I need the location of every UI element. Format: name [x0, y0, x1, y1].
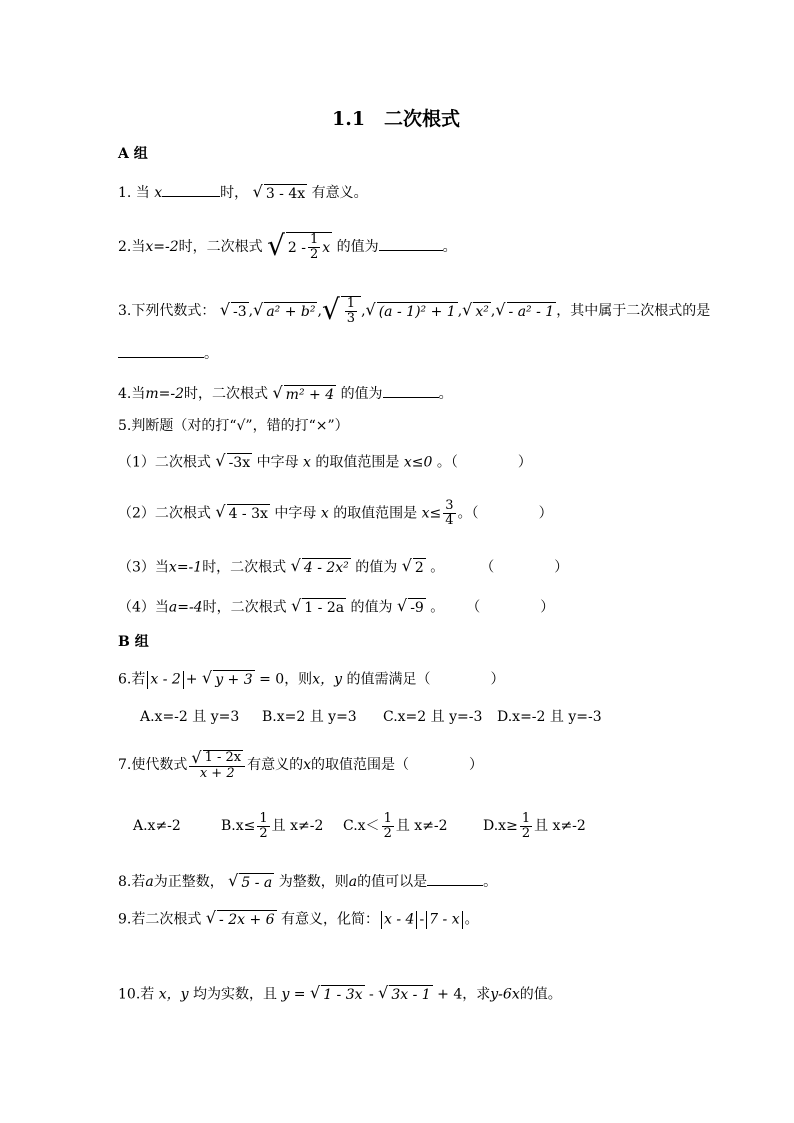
radical: √ $\frac{1}{3}$ [322, 296, 361, 326]
radical: √ y + 3 [201, 668, 253, 688]
question-5-3: （3）当x=-1时，二次根式 √ 4 - 2x² 的值为 √ 2 。 （ ） [118, 556, 569, 576]
question-6-option-b[interactable]: B.x=2 且 y=3 [262, 709, 357, 725]
question-7-option-d[interactable]: D.x≥ $\frac{1}{2}$ 且 x≠-2 [483, 810, 586, 841]
question-8: 8.若a为正整数， √ 5 - a 为整数，则a的值可以是 。 [118, 870, 498, 891]
answer-blank[interactable] [162, 182, 220, 197]
radical: √ a² + b² [253, 299, 316, 320]
question-5-4: （4）当a=-4时，二次根式 √ 1 - 2a 的值为 √ -9 。 （ ） [118, 596, 555, 616]
radical: √ x² [462, 299, 489, 320]
question-4: 4.当m=-2时，二次根式 √ m² + 4 的值为 。 [118, 382, 453, 403]
radical: √ 2 - $\frac{1}{2}$ x [267, 229, 331, 262]
question-5-1: （1）二次根式 √ -3x 中字母 x 的取值范围是 x≤0 。（ ） [118, 451, 532, 471]
question-6-option-d[interactable]: D.x=-2 且 y=-3 [497, 709, 602, 725]
radical: √ -3x [215, 451, 251, 471]
question-6-option-c[interactable]: C.x=2 且 y=-3 [383, 709, 483, 725]
question-5-2: （2）二次根式 √ 4 - 3x 中字母 x 的取值范围是 x≤ $\frac{3}{4}$ 。（ ） [118, 498, 553, 528]
radical: √ 1 - 2a [291, 596, 345, 616]
radical: √ (a - 1)² + 1 [365, 299, 456, 320]
radical: √ 5 - a [228, 870, 273, 891]
page-title: 1.1 二次根式 [332, 108, 461, 130]
question-7-option-b[interactable]: B.x≤ $\frac{1}{2}$ 且 x≠-2 [221, 810, 324, 841]
answer-blank[interactable] [427, 871, 483, 886]
group-b-heading: B 组 [118, 634, 149, 650]
question-2: 2.当x=-2时，二次根式 √ 2 - $\frac{1}{2}$ x 的值为 。 [118, 229, 457, 262]
question-10: 10.若 x，y 均为实数，且 y = √ 1 - 3x - √ 3x - 1 + 4，求y-6x的值。 [118, 983, 562, 1003]
radical: √ - 2x + 6 [205, 908, 275, 928]
radical: √ -3 [219, 299, 247, 320]
radical: √ 1 - 3x [309, 983, 363, 1003]
answer-blank[interactable] [383, 383, 439, 398]
radical: √ 3x - 1 [378, 983, 431, 1003]
radical: √ 4 - 2x² [290, 556, 349, 576]
radical: √ - a² - 1 [495, 299, 555, 320]
radical: √ 4 - 3x [215, 502, 268, 522]
question-7-option-c[interactable]: C.x＜ $\frac{1}{2}$ 且 x≠-2 [343, 810, 448, 841]
answer-blank[interactable] [118, 343, 204, 358]
radical: √ m² + 4 [272, 382, 335, 403]
question-7: 7.使代数式 √ 1 - 2x x + 2 有意义的 x 的取值范围是（ ） [118, 747, 483, 781]
question-5: 5.判断题（对的打“√”，错的打“×”） [118, 418, 349, 434]
answer-blank[interactable] [379, 236, 443, 251]
question-7-option-a[interactable]: A.x≠-2 [133, 818, 181, 834]
radical: √ 2 [401, 556, 424, 576]
question-3-answer-line: 。 [118, 343, 218, 363]
question-9: 9.若二次根式 √ - 2x + 6 有意义，化简： x - 4 - 7 - x 。 [118, 908, 479, 928]
question-6-option-a[interactable]: A.x=-2 且 y=3 [140, 709, 240, 725]
question-1: 1. 当 x 时， √ 3 - 4x 有意义。 [118, 181, 368, 202]
group-a-heading: A 组 [118, 146, 148, 162]
question-6: 6.若 x - 2 + √ y + 3 = 0，则x，y 的值需满足（ ） [118, 668, 505, 688]
radical: √ 3 - 4x [252, 181, 306, 202]
question-3: 3.下列代数式： √ -3 , √ a² + b² , √ $\frac{1}{3}$ , √ (a - 1)² + 1 , √ x² , √ - a² - 1 ，其中属于二次根式的是 [118, 293, 711, 326]
fraction: $\frac{3}{4}$ [445, 498, 454, 528]
fraction: √ 1 - 2x x + 2 [189, 750, 245, 781]
radical: √ -9 [397, 596, 424, 616]
